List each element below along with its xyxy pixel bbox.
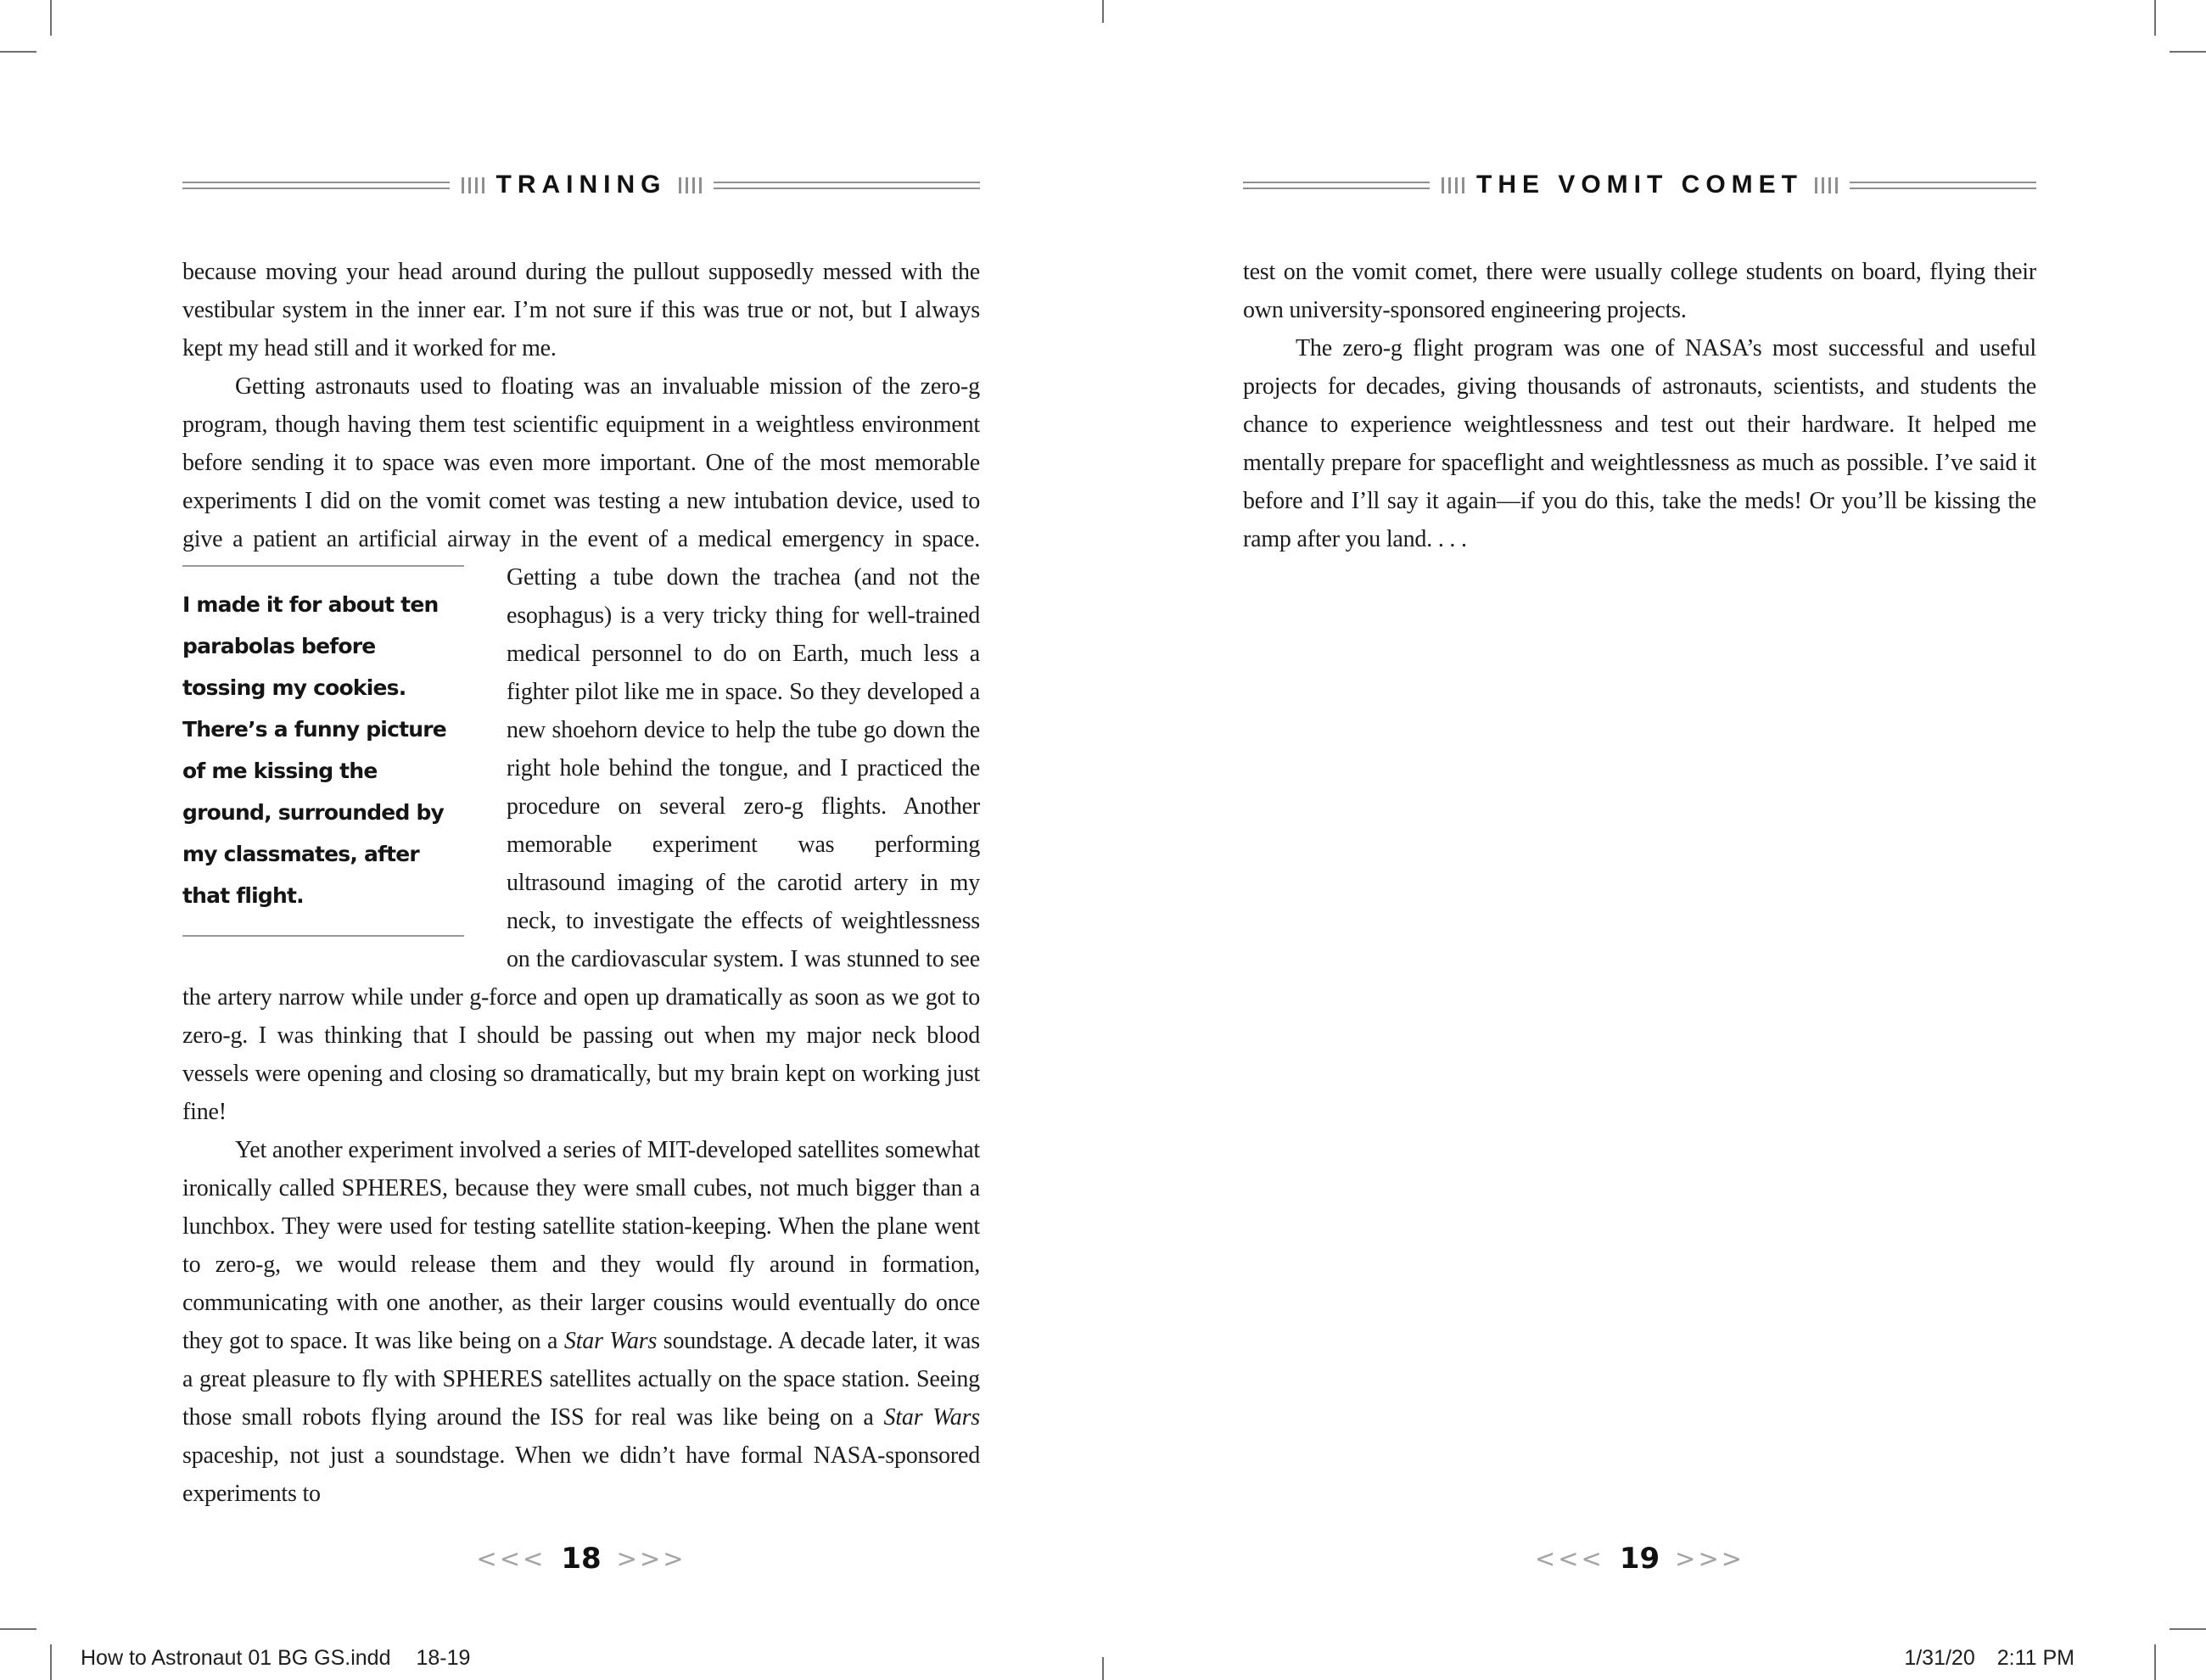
header-rule-right-inner: [1850, 182, 2036, 189]
body-text-left: [182, 253, 980, 1521]
slug-date: 1/31/20: [1904, 1646, 1975, 1670]
header-ticks-left-a: [462, 177, 484, 193]
paragraph: [182, 1131, 980, 1513]
tick-mark: [1455, 177, 1458, 193]
page-number-value: 19: [1619, 1542, 1660, 1576]
paragraph-text: the esophagus) is a very tricky thing for well-trained medical personnel to do on Earth, much less a fighter pilot like me in space. So they developed a new shoehorn device to help the tube go down the right hole behind the tongue, and I practiced the procedure on several zero-g flights. Another memorable experiment was performing ultrasound imaging of the carotid artery in my neck, to investigate the effects of weightlessness on the cardiovascular system. I was stunned to see the artery narrow while under g-force and open up dramatically as soon as we got to zero-g. I was thinking that I should be passing out when my major neck blood vessels were opening and closing so dramatically, but my brain kept on working just fine!: [182, 564, 980, 1125]
header-rule-left-outer: [182, 182, 450, 189]
italic-title-text: Star Wars: [563, 1328, 658, 1354]
crop-mark-top-right-horizontal: [2170, 51, 2206, 53]
page-nav-prev-icon: <<<: [1534, 1544, 1604, 1573]
paragraph: [1243, 253, 2036, 329]
paragraph-text: because moving your head around during the pullout supposedly messed with the vestibular system in the inner ear. I’m not sure if this was true or not, but I always kept my head still and it worked for me.: [182, 259, 980, 361]
header-rule-left-inner: [714, 182, 981, 189]
tick-mark: [462, 177, 464, 193]
tick-mark: [1815, 177, 1817, 193]
page-nav-next-icon: >>>: [616, 1544, 686, 1573]
page-number-value: 18: [561, 1542, 602, 1576]
tick-mark: [482, 177, 484, 193]
crop-mark-top-right-vertical: [2154, 0, 2156, 36]
crop-mark-bottom-right-vertical: [2154, 1644, 2156, 1680]
tick-mark: [679, 177, 681, 193]
tick-mark: [1822, 177, 1824, 193]
crop-mark-bottom-left-vertical: [50, 1644, 52, 1680]
paragraph-text: The zero-g flight program was one of NASA’s most successful and useful projects for decades, giving thousands of astronauts, scientists, and students the chance to experience weightlessness and test out their hardware. It helped me mentally prepare for spaceflight and weightlessness as much as possible. I’ve said it before and I’ll say it again—if you do this, take the meds! Or you’ll be kissing the ramp after you land. . . .: [1243, 335, 2036, 552]
page-number-left: [182, 1537, 980, 1580]
tick-mark: [468, 177, 471, 193]
page-nav-next-icon: >>>: [1675, 1544, 1745, 1573]
chapter-header-left: [182, 166, 980, 204]
page-number-right: [1243, 1537, 2036, 1580]
italic-title-text: Star Wars: [883, 1404, 980, 1431]
tick-mark: [1448, 177, 1451, 193]
tick-mark: [1828, 177, 1831, 193]
tick-mark: [1835, 177, 1838, 193]
pull-quote: [182, 565, 464, 937]
print-slug-left: [81, 1646, 470, 1671]
slug-time: 2:11 PM: [1996, 1646, 2074, 1670]
chapter-header-right: [1243, 166, 2036, 204]
page-nav-prev-icon: <<<: [476, 1544, 546, 1573]
fold-mark-bottom-center: [1102, 1657, 1104, 1680]
paragraph-text: soundstage. A decade later, it was a great pleasure to fly with SPHERES satellites actually on the space station. Seeing those small robots flying around the ISS for real was like being on a: [182, 1328, 980, 1431]
header-ticks-right-a: [1442, 177, 1464, 193]
tick-mark: [475, 177, 478, 193]
chapter-title-right: THE VOMIT COMET: [1476, 171, 1803, 199]
crop-mark-top-left-horizontal: [0, 51, 36, 53]
paragraph-text: Yet another experiment involved a series of MIT-developed satellites somewhat ironically called SPHERES, because they were small cubes, not much bigger than a lunchbox. They were used for testing satellite station-keeping. When the plane went to zero-g, we would release them and they would fly around in formation, communicating with one another, as their larger cousins would eventually do once they got to space. It was like being on a: [182, 1137, 980, 1354]
tick-mark: [699, 177, 702, 193]
paragraph-text: test on the vomit comet, there were usually college students on board, flying their own university-sponsored engineering projects.: [1243, 259, 2036, 323]
tick-mark: [1462, 177, 1464, 193]
body-text-right: [1243, 253, 2036, 558]
crop-mark-bottom-right-horizontal: [2170, 1628, 2206, 1630]
paragraph: [1243, 329, 2036, 558]
header-ticks-left-b: [679, 177, 702, 193]
crop-mark-top-left-vertical: [50, 0, 52, 36]
chapter-title-left: TRAINING: [496, 171, 667, 199]
print-slug-right: [1904, 1646, 2074, 1671]
header-rule-right-outer: [1243, 182, 1430, 189]
tick-mark: [1442, 177, 1444, 193]
paragraph: [182, 253, 980, 367]
slug-file-name: How to Astronaut 01 BG GS.indd: [81, 1646, 391, 1670]
pull-quote-text: I made it for about ten parabolas before tossing my cookies. There’s a funny picture of me kissing the ground, surrounded by my classmates, after that flight.: [182, 592, 446, 908]
header-ticks-right-b: [1815, 177, 1838, 193]
tick-mark: [692, 177, 695, 193]
paragraph-text: spaceship, not just a soundstage. When we didn’t have formal NASA-sponsored experiments to: [182, 1442, 980, 1507]
tick-mark: [686, 177, 688, 193]
crop-mark-bottom-left-horizontal: [0, 1628, 36, 1630]
fold-mark-top-center: [1102, 0, 1104, 23]
slug-page-range: 18-19: [416, 1646, 471, 1670]
paragraph: [182, 367, 980, 1131]
paragraph-text: Getting astronauts used to floating was an invaluable mission of the zero-g program, though having them test scientific equipment in a weightless environment before sending it to space was even more important. One of the most memorable experiments I did on the vomit comet was testing a new intubation device, used to give a patient an artificial airway in the event of a medical emergency in space. Getting a tube down the trachea (and not: [182, 373, 980, 591]
